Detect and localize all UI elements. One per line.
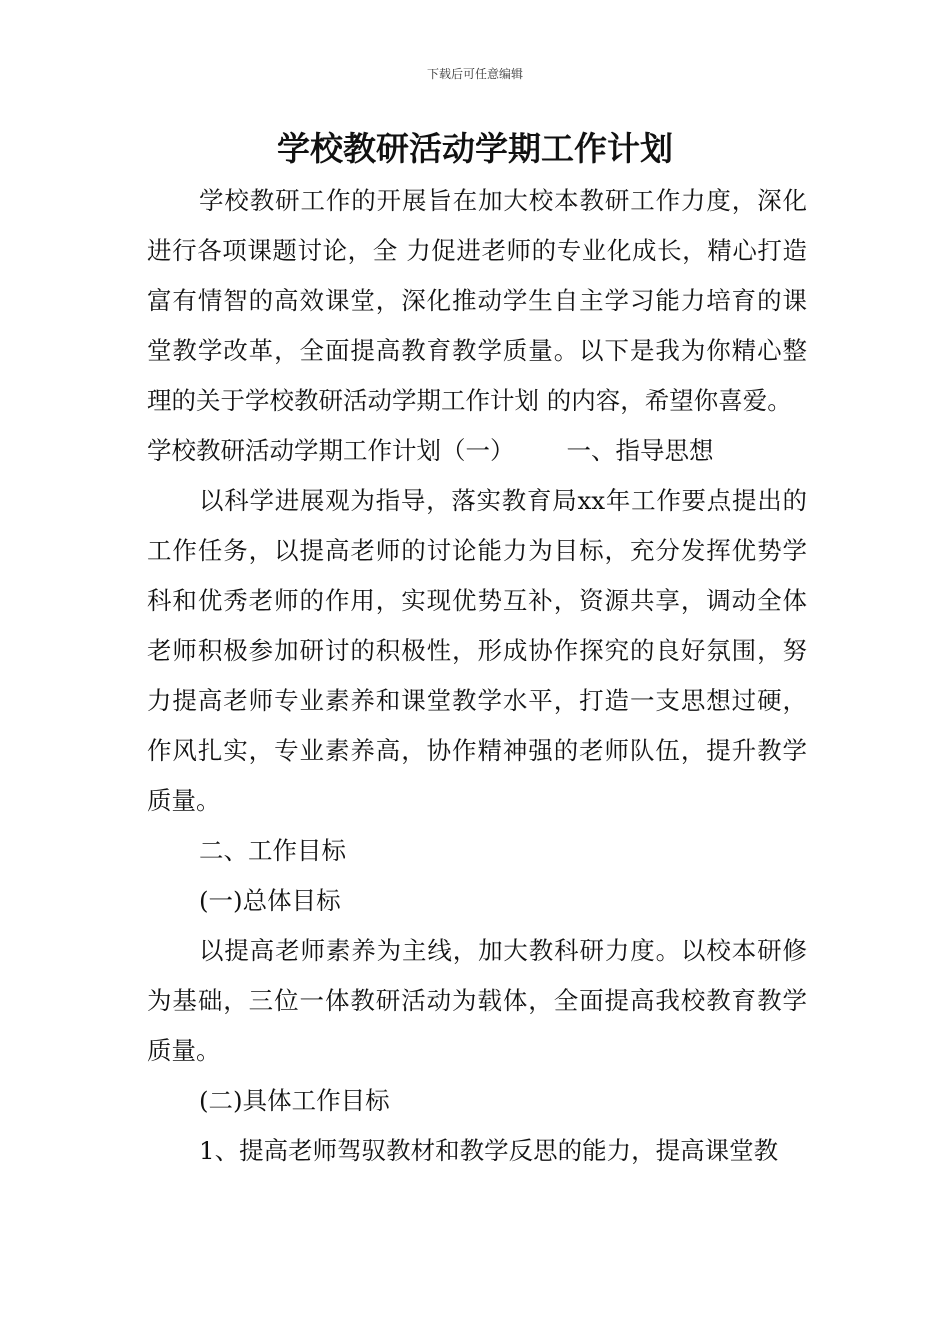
header-note: 下载后可任意编辑 bbox=[426, 67, 523, 81]
plan-heading-line bbox=[147, 426, 807, 476]
plan-heading: 学校教研活动学期工作计划（一） bbox=[147, 436, 515, 465]
section2-heading: 二、工作目标 bbox=[199, 836, 346, 865]
document-title: 学校教研活动学期工作计划 bbox=[277, 129, 673, 168]
sub2-heading: (二)具体工作目标 bbox=[199, 1086, 390, 1115]
item1-paragraph: 1、提高老师驾驭教材和教学反思的能力，提高课堂教 bbox=[199, 1136, 779, 1165]
document-body bbox=[147, 176, 807, 1176]
section1-paragraph: 以科学进展观为指导，落实教育局xx年工作要点提出的工作任务，以提高老师的讨论能力为目标，充分发挥优势学科和优秀老师的作用，实现优势互补，资源共享，调动全体老师积极参加研讨的积极性，形成协作探究的良好氛围，努力提高老师专业素养和课堂教学水平，打造一支思想过硬，作风扎实，专业素养高，协作精神强的老师队伍，提升教学质量。 bbox=[147, 486, 807, 815]
sub1-paragraph: 以提高老师素养为主线，加大教科研力度。以校本研修为基础，三位一体教研活动为载体，全面提高我校教育教学质量。 bbox=[147, 936, 807, 1065]
intro-paragraph: 学校教研工作的开展旨在加大校本教研工作力度，深化进行各项课题讨论，全 力促进老师的专业化成长，精心打造富有情智的高效课堂，深化推动学生自主学习能力培育的课堂教学改革，全面提高教育教学质量。以下是我为你精心整理的关于学校教研活动学期工作计划 的内容，希望你喜爱。 bbox=[147, 186, 807, 415]
sub1-heading: (一)总体目标 bbox=[199, 886, 341, 915]
section1-heading: 一、指导思想 bbox=[566, 436, 714, 465]
